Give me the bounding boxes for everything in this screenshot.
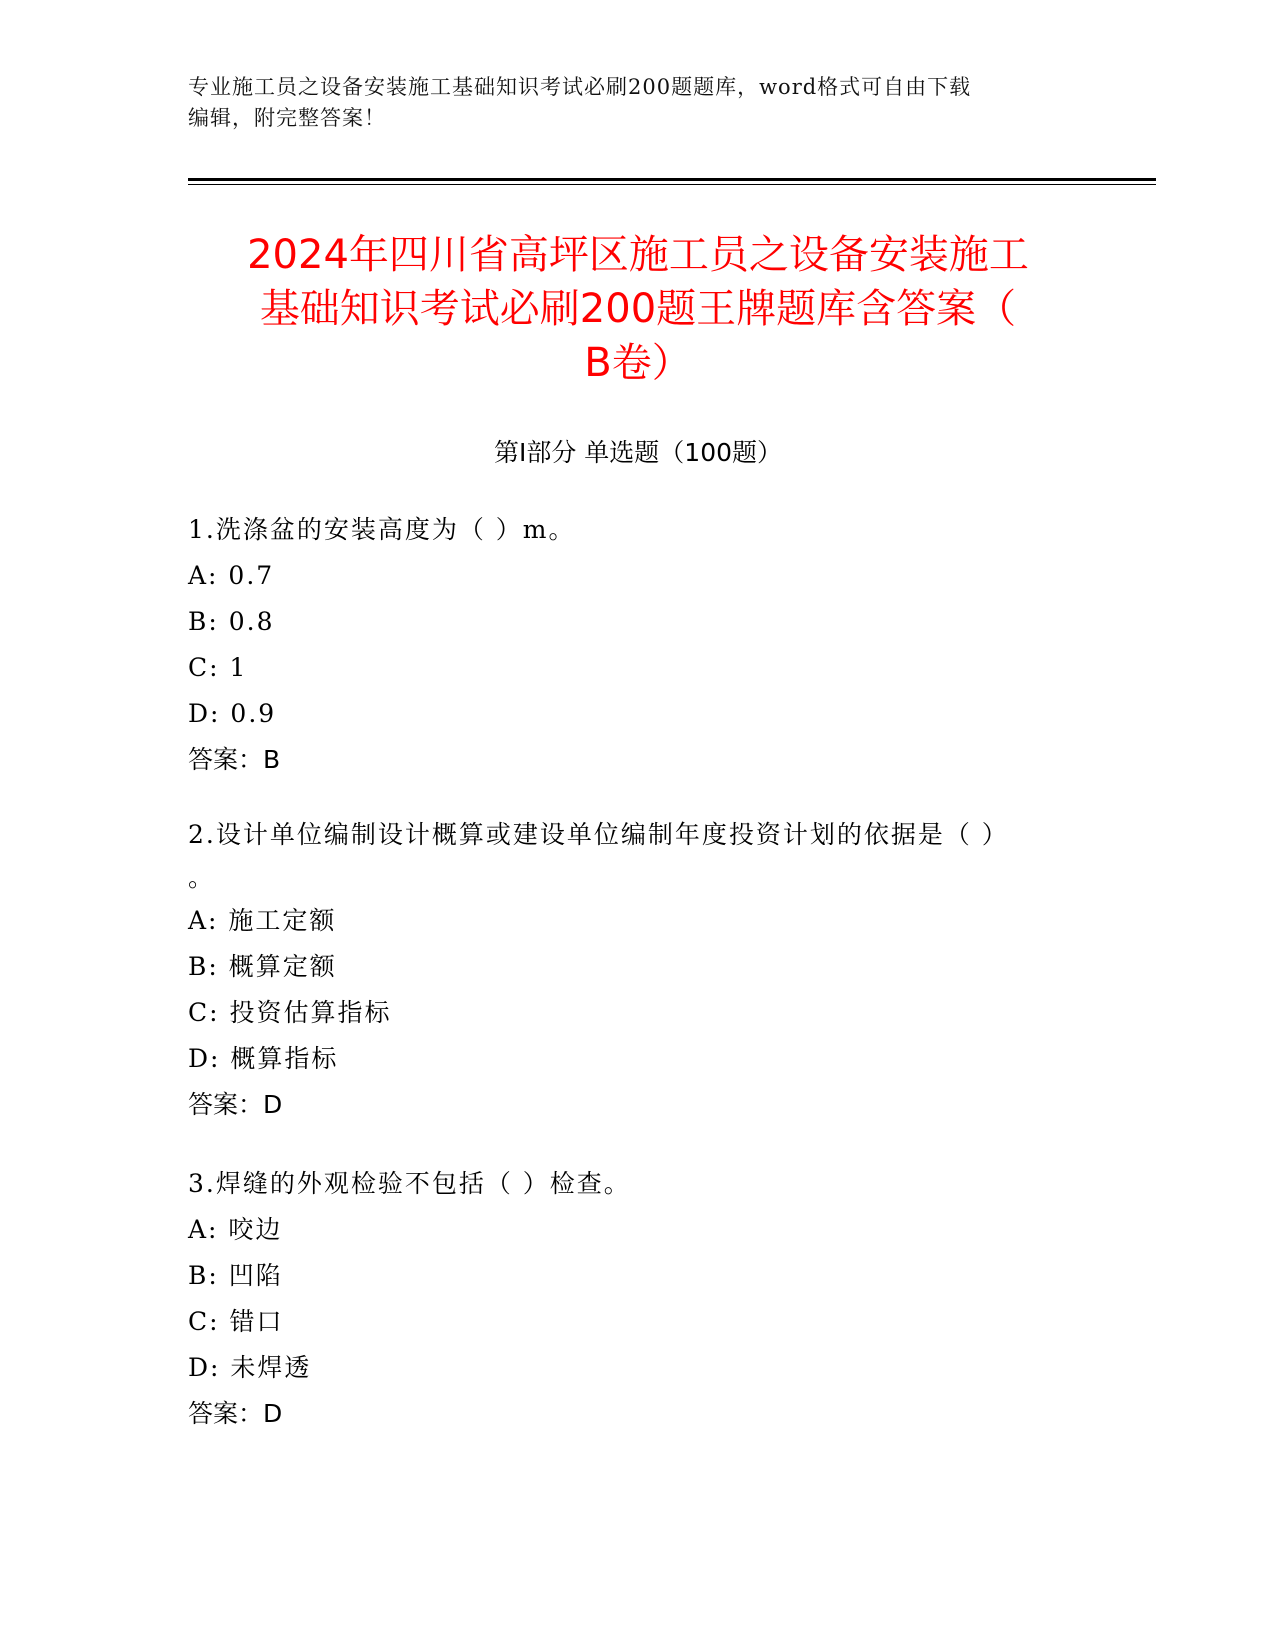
section-title: 第Ⅰ部分 单选题（100题） (493, 438, 783, 467)
answer: 答案：D (188, 1399, 283, 1428)
question-3 (188, 1161, 1088, 1437)
document-title (188, 228, 1088, 390)
option-b: B: 凹陷 (188, 1261, 283, 1290)
option-d: D: 0.9 (188, 699, 277, 728)
document-title-line-3: B卷） (584, 340, 692, 386)
document-title-line-2: 基础知识考试必刷200题王牌题库含答案（ (259, 286, 1017, 332)
header-note-line-2: 编辑，附完整答案！ (188, 106, 386, 130)
header-rule-thick (188, 178, 1156, 181)
option-d: D: 未焊透 (188, 1353, 312, 1382)
option-c: C: 1 (188, 653, 248, 682)
option-a: A: 施工定额 (188, 906, 337, 935)
question-stem: 3.焊缝的外观检验不包括（ ）检查。 (188, 1169, 631, 1198)
question-stem: 1.洗涤盆的安装高度为（ ）m。 (188, 515, 576, 544)
question-2 (188, 812, 1088, 1128)
option-b: B: 概算定额 (188, 952, 337, 981)
question-stem-continuation: 。 (188, 863, 216, 892)
answer: 答案：B (188, 745, 281, 774)
option-c: C: 投资估算指标 (188, 998, 392, 1027)
option-d: D: 概算指标 (188, 1044, 339, 1073)
question-stem: 2.设计单位编制设计概算或建设单位编制年度投资计划的依据是（ ） (188, 820, 1009, 849)
option-b: B: 0.8 (188, 607, 275, 636)
document-title-line-1: 2024年四川省高坪区施工员之设备安装施工 (247, 232, 1029, 278)
question-1 (188, 507, 1088, 783)
header-rule-thin (188, 184, 1156, 185)
header-note-line-1: 专业施工员之设备安装施工基础知识考试必刷200题题库，word格式可自由下载 (188, 75, 972, 99)
option-a: A: 0.7 (188, 561, 275, 590)
option-c: C: 错口 (188, 1307, 284, 1336)
option-a: A: 咬边 (188, 1215, 283, 1244)
answer: 答案：D (188, 1090, 283, 1119)
header-note (188, 72, 1088, 134)
